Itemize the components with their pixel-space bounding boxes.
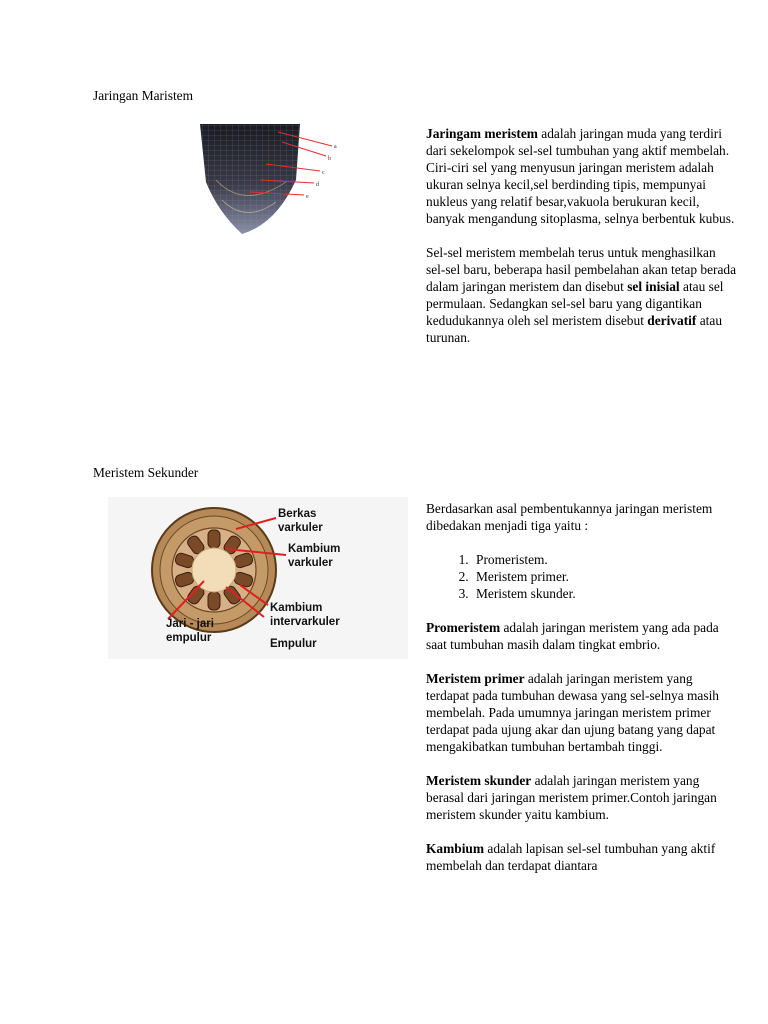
label-kambium-inter-1: Kambium	[270, 602, 323, 614]
meristem-skunder-text: adalah jaringan meristem yang berasal dari jaringan meristem primer.Contoh jaringan meristem skunder yaitu kambium.	[426, 773, 717, 822]
meristem-definition-text: adalah jaringan muda yang terdiri dari sekelompok sel-sel tumbuhan yang aktif membelah. Ciri-ciri sel yang menyusun jaringan meristem adalah ukuran selnya kecil,sel berdinding tipis, mempunyai nukleus yang relatif besar,vakuola berukuran kecil, banyak mengandung sitoplasma, selnya berbentuk kubus.	[426, 126, 735, 226]
term-derivatif: derivatif	[647, 313, 697, 328]
label-jari-1: Jari - jari	[166, 618, 214, 630]
meristem-skunder-paragraph	[426, 772, 738, 823]
label-kambium-2: varkuler	[288, 557, 333, 569]
meristem-description-column	[426, 125, 738, 363]
label-jari-2: empulur	[166, 632, 212, 644]
division-text-2: atau sel permulaan. Sedangkan sel-sel baru yang digantikan kedudukannya oleh sel meristem disebut	[426, 279, 724, 328]
promeristem-paragraph	[426, 619, 738, 653]
figure-label-e: e	[306, 194, 309, 200]
meristem-primer-text: adalah jaringan meristem yang terdapat pada tumbuhan dewasa yang sel-selnya masih membelah. Pada umumnya jaringan meristem primer terdapat pada ujung akar dan ujung batang yang dapat mengakibatkan tumbuhan bertambah tinggi.	[426, 671, 720, 754]
kambium-paragraph	[426, 840, 738, 874]
list-item: 3. Meristem skunder.	[472, 585, 738, 602]
meristem-definition-paragraph	[426, 125, 738, 227]
root-tip-meristem-figure	[196, 120, 344, 238]
meristem-primer-paragraph	[426, 670, 738, 755]
list-item: 2. Meristem primer.	[472, 568, 738, 585]
label-empulur: Empulur	[270, 638, 317, 650]
stem-cross-section-figure	[108, 497, 408, 659]
section-heading-meristem-sekunder: Meristem Sekunder	[93, 465, 199, 480]
label-berkas-1: Berkas	[278, 508, 317, 520]
types-intro-paragraph: Berdasarkan asal pembentukannya jaringan meristem dibedakan menjadi tiga yaitu :	[426, 501, 713, 533]
label-kambium-inter-2: intervarkuler	[270, 616, 340, 628]
figure-label-c: c	[322, 170, 325, 176]
term-jaringam-meristem: Jaringam meristem	[426, 126, 538, 141]
section-heading-jaringan-maristem: Jaringan Maristem	[93, 88, 194, 103]
label-kambium-1: Kambium	[288, 543, 341, 555]
figure-label-d: d	[316, 182, 319, 188]
term-sel-inisial: sel inisial	[627, 279, 680, 294]
figure-label-b: b	[328, 156, 331, 162]
kambium-text: adalah lapisan sel-sel tumbuhan yang aktif membelah dan terdapat diantara	[426, 841, 716, 873]
term-promeristem: Promeristem	[426, 620, 501, 635]
term-kambium: Kambium	[426, 841, 485, 856]
promeristem-text: adalah jaringan meristem yang ada pada saat tumbuhan masih dalam tingkat embrio.	[426, 620, 719, 652]
division-text-1: Sel-sel meristem membelah terus untuk menghasilkan sel-sel baru, beberapa hasil pembelahan akan tetap berada dalam jaringan meristem dan disebut	[426, 245, 737, 294]
division-text-3: atau turunan.	[426, 313, 723, 345]
figure-label-a: a	[334, 144, 337, 150]
meristem-division-paragraph	[426, 244, 738, 346]
term-meristem-skunder: Meristem skunder	[426, 773, 532, 788]
meristem-types-column	[426, 500, 738, 891]
list-item: 1. Promeristem.	[472, 551, 738, 568]
label-berkas-2: varkuler	[278, 522, 323, 534]
term-meristem-primer: Meristem primer	[426, 671, 525, 686]
meristem-types-list	[426, 551, 738, 602]
